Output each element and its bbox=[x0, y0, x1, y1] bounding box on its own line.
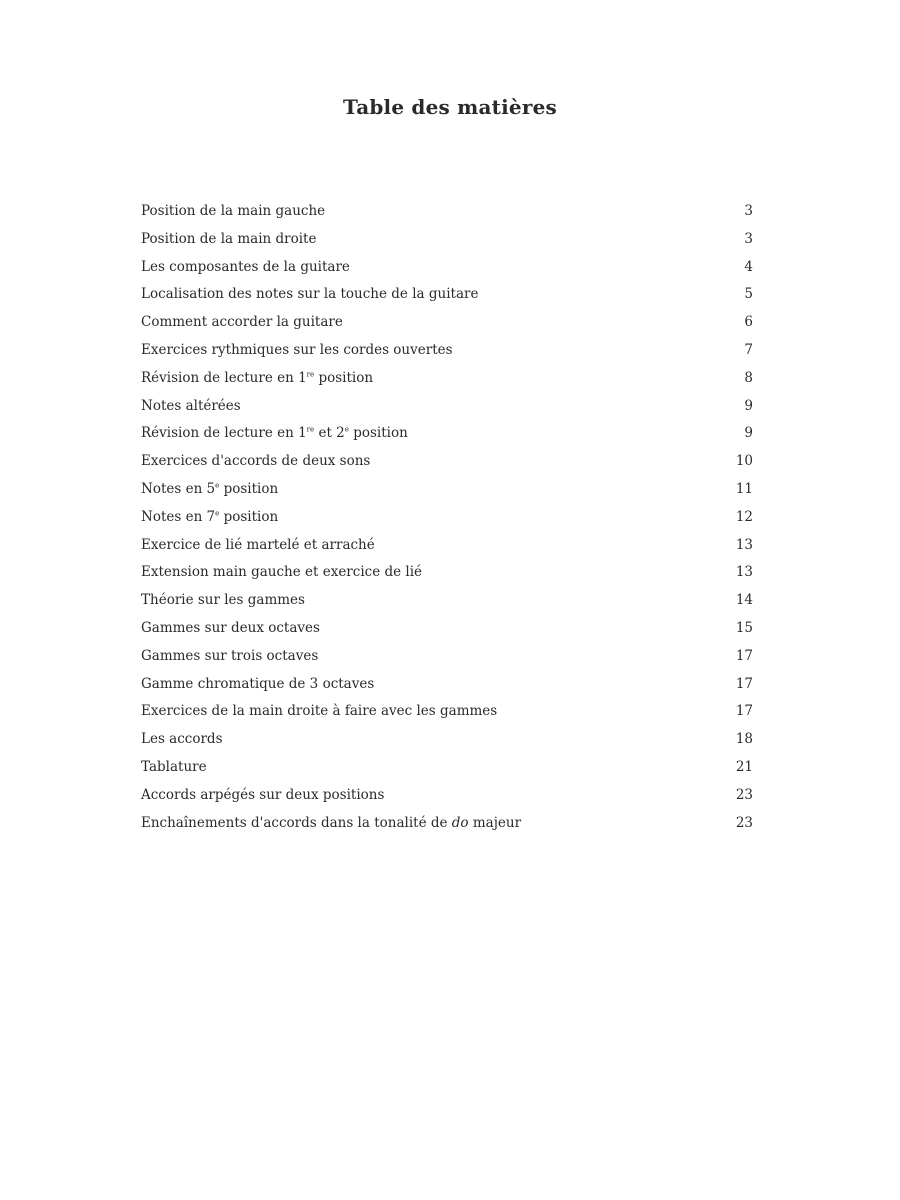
toc-entry-title: Gammes sur deux octaves bbox=[141, 619, 320, 636]
toc-entry-title: Position de la main droite bbox=[141, 230, 317, 247]
toc-entry[interactable] bbox=[141, 703, 753, 731]
toc-entry-page: 17 bbox=[735, 675, 753, 692]
page-title: Table des matières bbox=[343, 95, 557, 119]
toc-entry[interactable] bbox=[141, 370, 753, 398]
toc-entry-title: Exercices de la main droite à faire avec les gammes bbox=[141, 703, 498, 720]
toc-entry-page: 13 bbox=[735, 564, 753, 581]
toc-entry[interactable] bbox=[141, 453, 753, 481]
toc-entry-page: 6 bbox=[744, 314, 753, 331]
toc-entry-title: Gammes sur trois octaves bbox=[141, 647, 319, 664]
toc-entry-title: Les accords bbox=[141, 731, 223, 748]
toc-entry-page: 3 bbox=[744, 230, 753, 247]
toc-entry-page: 5 bbox=[744, 286, 753, 303]
toc-entry-title: Révision de lecture en 1re position bbox=[141, 369, 374, 386]
toc-entry-page: 7 bbox=[744, 341, 753, 358]
toc-entry-page: 23 bbox=[735, 786, 753, 803]
toc-entry-page: 3 bbox=[744, 203, 753, 219]
toc-entry-page: 21 bbox=[735, 758, 753, 775]
toc-entry-title: Notes altérées bbox=[141, 397, 241, 414]
toc-entry-page: 18 bbox=[735, 731, 753, 748]
toc-entry-page: 11 bbox=[735, 480, 753, 497]
toc-entry[interactable] bbox=[141, 231, 753, 259]
toc-entry-title: Extension main gauche et exercice de lié bbox=[141, 564, 423, 581]
toc-entry[interactable] bbox=[141, 398, 753, 426]
toc-entry[interactable] bbox=[141, 203, 753, 231]
toc-entry-page: 14 bbox=[735, 592, 753, 609]
toc-entry[interactable] bbox=[141, 259, 753, 287]
toc-entry-title: Tablature bbox=[141, 758, 207, 775]
toc-entry-page: 12 bbox=[735, 508, 753, 525]
toc-entry[interactable] bbox=[141, 648, 753, 676]
toc-entry[interactable] bbox=[141, 425, 753, 453]
toc-entry[interactable] bbox=[141, 620, 753, 648]
toc-entry[interactable] bbox=[141, 481, 753, 509]
toc-entry-page: 8 bbox=[744, 369, 753, 386]
toc-entry-title: Enchaînements d'accords dans la tonalité de do majeur bbox=[141, 814, 522, 831]
toc-entry[interactable] bbox=[141, 286, 753, 314]
toc-entry-title: Gamme chromatique de 3 octaves bbox=[141, 675, 375, 692]
toc-entry-title: Notes en 5e position bbox=[141, 480, 279, 497]
toc-entry[interactable] bbox=[141, 509, 753, 537]
toc-entry-page: 23 bbox=[735, 814, 753, 831]
toc-entry-title: Position de la main gauche bbox=[141, 203, 326, 219]
toc-entry[interactable] bbox=[141, 564, 753, 592]
toc-entry-page: 10 bbox=[735, 453, 753, 470]
toc-entry-title: Les composantes de la guitare bbox=[141, 258, 350, 275]
toc-entry-title: Exercices rythmiques sur les cordes ouvertes bbox=[141, 341, 453, 358]
toc-entry-title: Comment accorder la guitare bbox=[141, 314, 343, 331]
toc-entry-title: Théorie sur les gammes bbox=[141, 592, 305, 609]
toc-entry-title: Exercices d'accords de deux sons bbox=[141, 453, 371, 470]
toc-entry-page: 15 bbox=[735, 619, 753, 636]
toc-entry-title: Exercice de lié martelé et arraché bbox=[141, 536, 375, 553]
table-of-contents bbox=[141, 203, 753, 842]
toc-entry-page: 17 bbox=[735, 647, 753, 664]
toc-entry-page: 17 bbox=[735, 703, 753, 720]
toc-entry-page: 9 bbox=[744, 397, 753, 414]
toc-entry[interactable] bbox=[141, 537, 753, 565]
toc-entry[interactable] bbox=[141, 759, 753, 787]
toc-entry-title: Notes en 7e position bbox=[141, 508, 279, 525]
toc-entry[interactable] bbox=[141, 731, 753, 759]
toc-entry[interactable] bbox=[141, 815, 753, 843]
toc-entry-page: 9 bbox=[744, 425, 753, 442]
toc-entry-page: 4 bbox=[744, 258, 753, 275]
toc-entry[interactable] bbox=[141, 787, 753, 815]
toc-entry-title: Accords arpégés sur deux positions bbox=[141, 786, 385, 803]
toc-entry[interactable] bbox=[141, 314, 753, 342]
toc-entry[interactable] bbox=[141, 676, 753, 704]
toc-entry[interactable] bbox=[141, 342, 753, 370]
toc-entry-title: Révision de lecture en 1re et 2e position bbox=[141, 425, 408, 442]
toc-entry[interactable] bbox=[141, 592, 753, 620]
toc-entry-page: 13 bbox=[735, 536, 753, 553]
toc-entry-title: Localisation des notes sur la touche de la guitare bbox=[141, 286, 479, 303]
